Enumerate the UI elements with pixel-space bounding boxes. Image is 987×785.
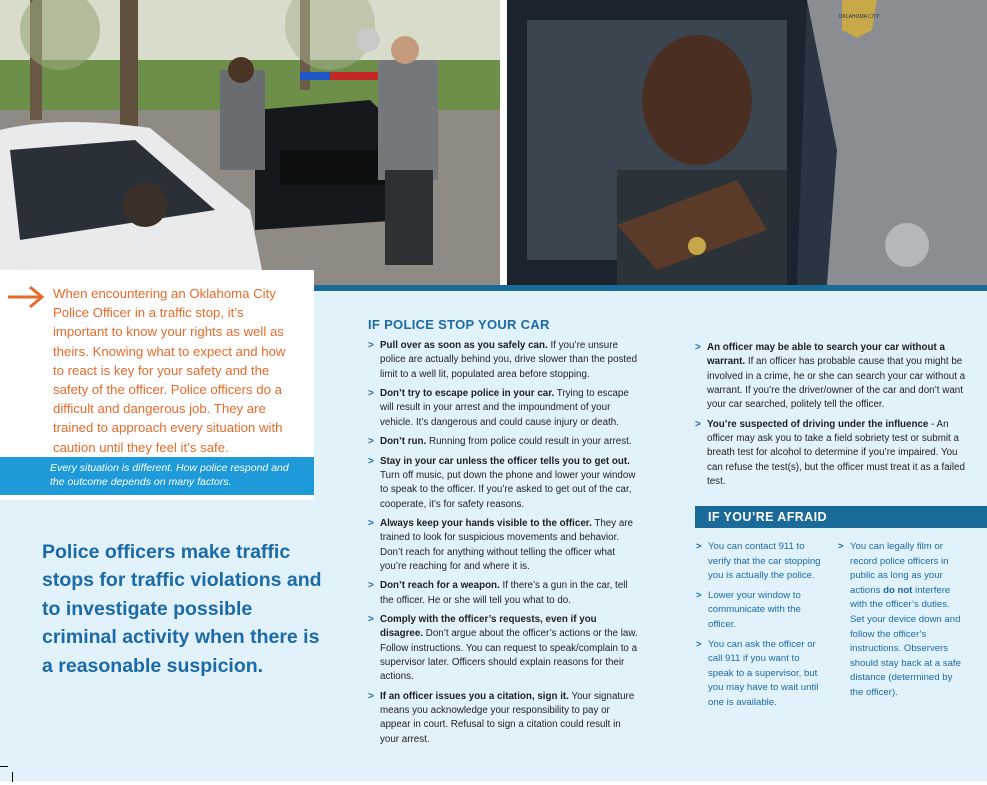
item-lead: Comply with the officer’s requests, even if you disagree. (380, 614, 597, 640)
stop-list-item (695, 341, 967, 412)
item-body: - An officer may ask you to take a field sobriety test or submit a breath test for alcohol to determine if you’re impaired. You can refuse the test(s), but the officer must treat it as a failed test. (707, 418, 965, 487)
chevron-right-icon: > (696, 589, 702, 601)
item-lead: Stay in your car unless the officer tells you to get out. (380, 455, 630, 467)
afraid-column-2 (838, 540, 966, 706)
chevron-right-icon: > (695, 342, 701, 353)
item-text: You can ask the officer or call 911 if you want to speak to a supervisor, but you may have to wait until one is available. (708, 638, 819, 708)
item-lead: Pull over as soon as you safely can. (380, 340, 548, 351)
afraid-column-1 (696, 540, 826, 716)
crop-mark (0, 766, 8, 767)
chevron-right-icon: > (838, 541, 844, 552)
afraid-item (696, 540, 826, 584)
afraid-item-text-pre: You can legally film or record police officers in public as long as your actions (850, 541, 949, 596)
item-body: Turn off music, put down the phone and lower your window to speak to the officer. If you’re asked to get out of the car, cooperate, it’s for safety reasons. (380, 469, 636, 510)
item-body: Your signature means you acknowledge your responsibility to pay or appear in court. Refusal to sign a citation could result in your arrest. (380, 690, 635, 745)
crop-mark (12, 772, 13, 782)
item-text: You can contact 911 to verify that the car stopping you is actually the police. (708, 541, 821, 582)
chevron-right-icon: > (368, 518, 374, 530)
item-body: If an officer has probable cause that you might be involved in a crime, he or she can search your car without a warrant. If you’re the driver/owner of the car and don’t want your car searched, politely tell the officer. (707, 356, 966, 411)
stop-list-item (368, 387, 640, 430)
stop-list-item (695, 418, 967, 489)
item-lead: An officer may be able to search your car without a warrant. (707, 342, 945, 368)
item-lead: Always keep your hands visible to the officer. (380, 518, 592, 530)
item-body: If you’re unsure police are actually behind you, drive slower than the posted limit to a well lit, populated area before stopping. (380, 340, 638, 380)
item-lead: Don’t try to escape police in your car. (380, 388, 555, 400)
stop-list-item (368, 435, 640, 449)
item-body: Don’t argue about the officer’s actions or the law. Follow instructions. You can request to speak/complain to a supervisor later. Officers should explain reasons for their actions. (380, 628, 638, 683)
chevron-right-icon: > (368, 580, 374, 592)
stop-list-item (368, 517, 640, 574)
afraid-item (696, 589, 826, 633)
chevron-right-icon: > (368, 614, 374, 626)
item-body: Running from police could result in your arrest. (426, 436, 632, 448)
chevron-right-icon: > (696, 638, 702, 650)
stop-column-1 (368, 339, 640, 752)
item-lead: Don’t reach for a weapon. (380, 580, 500, 592)
intro-paragraph: When encountering an Oklahoma City Police Officer in a traffic stop, it’s important to know your rights as well as theirs. Knowing what to expect and how to react is key for your safety and the safety of the officer. Police officers do a difficult and dangerous job. They are trained to approach every situation with caution until they feel it’s safe. (53, 286, 286, 455)
photo-driver-and-officer (507, 0, 987, 285)
stop-list-item (368, 690, 640, 747)
badge-text: OKLAHOMA CITY (838, 14, 880, 20)
item-body: They are trained to look for suspicious movements and behavior. Don’t reach for anything without telling the officer what you’re reaching for and where it is. (380, 518, 634, 572)
pull-quote: Police officers make traffic stops for traffic violations and to investigate possible criminal activity when there is a reasonable suspicion. (42, 541, 322, 677)
traffic-stop-scene-image (0, 0, 500, 285)
chevron-right-icon: > (368, 436, 374, 448)
item-body: If there’s a gun in the car, tell the officer. He or she will tell you what to do. (380, 580, 628, 606)
stop-list-item (368, 339, 640, 382)
item-text: Lower your window to communicate with the officer. (708, 589, 801, 630)
section-title-afraid: IF YOU’RE AFRAID (708, 510, 827, 524)
item-lead: If an officer issues you a citation, sign it. (380, 690, 569, 702)
chevron-right-icon: > (368, 340, 374, 351)
afraid-item-text-post: interfere with the officer’s duties. Set your device down and follow the officer’s instructions. Observers should stay back at a safe distance (determined by the officer). (850, 584, 961, 698)
item-body: Trying to escape will result in your arrest and the impoundment of your vehicle. It’s dangerous and could cause injury or death. (380, 388, 629, 428)
afraid-item-text-bold: do not (883, 584, 913, 596)
driver-officer-image (507, 0, 987, 285)
afraid-item (838, 540, 966, 701)
chevron-right-icon: > (695, 418, 701, 430)
chevron-right-icon: > (368, 690, 374, 702)
section-title-stop: IF POLICE STOP YOUR CAR (368, 317, 550, 332)
afraid-item (696, 638, 826, 711)
stop-list-item (368, 455, 640, 512)
chevron-right-icon: > (368, 388, 374, 400)
stop-list-item (368, 613, 640, 684)
item-lead: You’re suspected of driving under the influence (707, 418, 929, 430)
stop-column-2 (695, 341, 967, 494)
item-lead: Don’t run. (380, 436, 427, 448)
note-text: Every situation is different. How police respond and the outcome depends on many factors. (50, 462, 289, 488)
chevron-right-icon: > (368, 455, 374, 467)
section-divider-rule (314, 285, 987, 291)
stop-list-item (368, 579, 640, 608)
chevron-right-icon: > (696, 541, 702, 552)
photo-traffic-stop-street (0, 0, 500, 285)
arrow-right-icon (6, 284, 46, 310)
